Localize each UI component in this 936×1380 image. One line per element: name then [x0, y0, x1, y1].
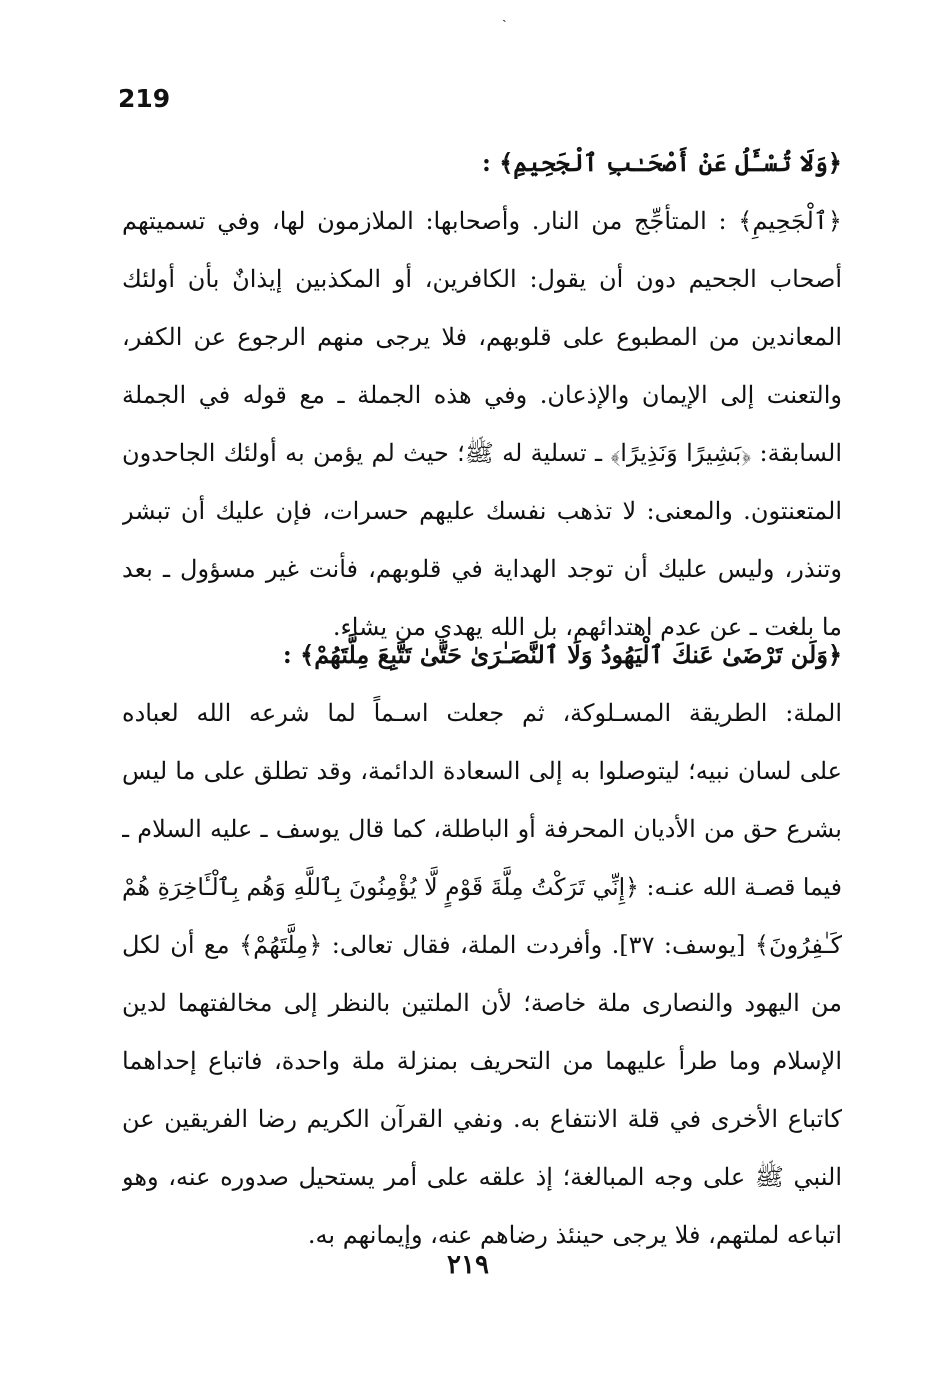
verse-heading: ﴿وَلَن تَرْضَىٰ عَنكَ ٱلْيَهُودُ وَلَا ٱلنَّصَـٰرَىٰ حَتَّىٰ تَتَّبِعَ مِلَّتَهُمْ﴾ :	[282, 640, 842, 669]
paragraph-line: اتباعه لملتهم، فلا يرجى حينئذ رضاهم عنه، وإيمانهم به.	[307, 1221, 842, 1249]
paragraph-line: بشرع حق من الأديان المحرفة أو الباطلة، كما قال يوسف ـ عليه السلام ـ	[122, 815, 842, 843]
paragraph-line: السابقة: ﴿بَشِيرًا وَنَذِيرًا﴾ ـ تسلية له ﷺ؛ حيث لم يؤمن به أولئك الجاحدون	[122, 439, 842, 467]
paragraph-line: كَـٰفِرُونَ﴾ [يوسف: ٣٧]. وأفردت الملة، فقال تعالى: ﴿مِلَّتَهُمْ﴾ مع أن لكل	[122, 931, 842, 959]
section-ashab-al-jahim	[122, 134, 842, 656]
paragraph-line: أصحاب الجحيم دون أن يقول: الكافرين، أو المكذبين إيذانٌ بأن أولئك	[122, 265, 842, 293]
paragraph-line: المتعنتون. والمعنى: لا تذهب نفسك عليهم حسرات، فإن عليك أن تبشر	[122, 497, 842, 525]
verse-heading: ﴿وَلَا تُسْـَٔلُ عَنْ أَصْحَـٰبِ ٱلْجَحِيمِ﴾ :	[481, 148, 842, 177]
page-number-header: 219	[118, 84, 171, 113]
top-mark: ˎ	[502, 7, 507, 23]
paragraph-line: المعاندين من المطبوع على قلوبهم، فلا يرجى منهم الرجوع عن الكفر،	[122, 323, 842, 351]
paragraph-line: كاتباع الأخرى في قلة الانتفاع به. ونفي القرآن الكريم رضا الفريقين عن	[122, 1105, 842, 1133]
page-number-footer: ٢١٩	[447, 1250, 489, 1280]
paragraph-line: ﴿ٱلْجَحِيمِ﴾ : المتأجِّج من النار. وأصحابها: الملازمون لها، وفي تسميتهم	[122, 207, 842, 235]
paragraph-line: الإسلام وما طرأ عليهما من التحريف بمنزلة ملة واحدة، فاتباع إحداهما	[122, 1047, 842, 1075]
paragraph-line: فيما قصـة الله عنـه: ﴿إِنِّي تَرَكْتُ مِلَّةَ قَوْمٍ لَّا يُؤْمِنُونَ بِٱللَّهِ وَهُم بِٱلْـَٔاخِرَةِ هُمْ	[122, 873, 842, 901]
paragraph-line: من اليهود والنصارى ملة خاصة؛ لأن الملتين بالنظر إلى مخالفتهما لدين	[122, 989, 842, 1017]
paragraph-line: الملة: الطريقة المسـلوكة، ثم جعلت اسـماً لما شرعه الله لعباده	[122, 699, 842, 727]
section-millah	[122, 626, 842, 1264]
paragraph-line: النبي ﷺ على وجه المبالغة؛ إذ علقه على أمر يستحيل صدوره عنه، وهو	[122, 1163, 842, 1191]
paragraph-line: على لسان نبيه؛ ليتوصلوا به إلى السعادة الدائمة، وقد تطلق على ما ليس	[122, 757, 842, 785]
paragraph-line: وتنذر، وليس عليك أن توجد الهداية في قلوبهم، فأنت غير مسؤول ـ بعد	[122, 555, 842, 583]
paragraph-line: والتعنت إلى الإيمان والإذعان. وفي هذه الجملة ـ مع قوله في الجملة	[122, 381, 842, 409]
paragraph-line: ما بلغت ـ عن عدم اهتدائهم، بل الله يهدي من يشاء.	[332, 613, 842, 641]
